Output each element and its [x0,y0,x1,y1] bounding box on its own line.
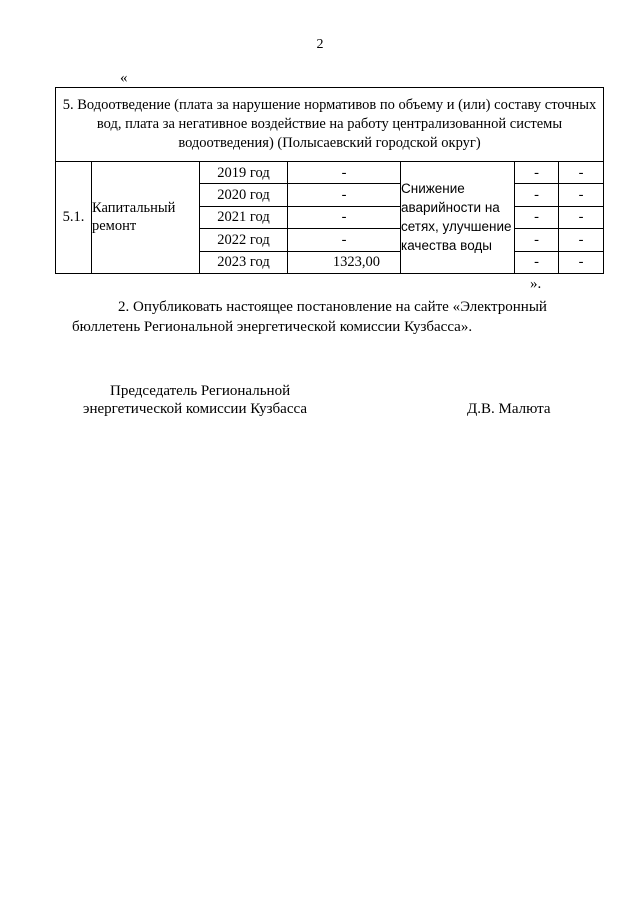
row-number: 5.1. [56,162,92,274]
table-row [56,162,604,184]
indicator-cell: - [515,184,559,206]
indicator-cell: - [559,206,604,228]
page-number: 2 [316,37,324,52]
indicator-cell: - [559,251,604,273]
table-header: 5. Водоотведение (плата за нарушение нормативов по объему и (или) составу сточных вод, плата за негативное воздействие на работу централизованной системы водоотведения) (Полысаевский городской округ) [56,88,604,162]
goal-cell: Снижение аварийности на сетях, улучшение качества воды [401,162,515,274]
value-cell: - [288,184,401,206]
year-cell: 2019 год [200,162,288,184]
year-cell: 2022 год [200,229,288,251]
value-cell: - [288,206,401,228]
value-cell: 1323,00 [288,251,401,273]
indicator-cell: - [515,206,559,228]
publication-paragraph [72,297,612,337]
signatory-title-line1: Председатель Региональной [110,383,291,399]
publication-text: 2. Опубликовать настоящее постановление на сайте «Электронный бюллетень Региональной энергетической комиссии Кузбасса». [72,299,547,335]
tariff-table [55,87,604,274]
signatory-name: Д.В. Малюта [467,401,551,417]
indicator-cell: - [515,162,559,184]
indicator-cell: - [559,162,604,184]
indicator-cell: - [559,184,604,206]
year-cell: 2020 год [200,184,288,206]
value-cell: - [288,162,401,184]
value-cell: - [288,229,401,251]
year-cell: 2021 год [200,206,288,228]
signatory-title-line2: энергетической комиссии Кузбасса [83,401,307,417]
year-cell: 2023 год [200,251,288,273]
measure-name: Капитальный ремонт [92,162,200,274]
indicator-cell: - [559,229,604,251]
indicator-cell: - [515,251,559,273]
closing-quote: ». [530,276,542,292]
indicator-cell: - [515,229,559,251]
opening-quote: « [120,70,128,86]
